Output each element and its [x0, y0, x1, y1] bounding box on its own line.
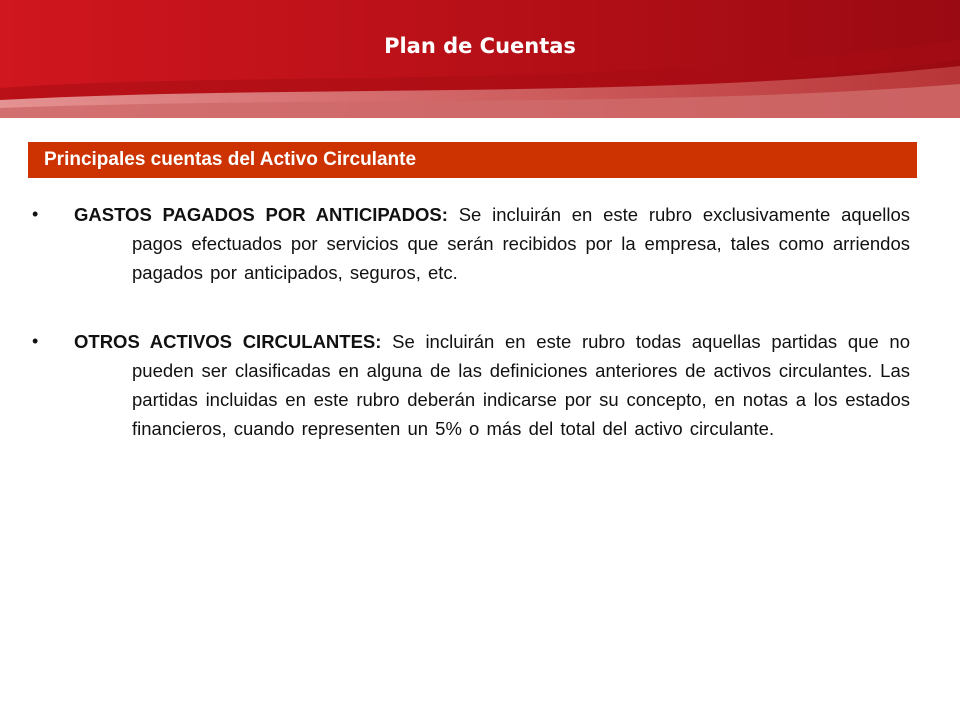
bullet-term: OTROS ACTIVOS CIRCULANTES:	[74, 331, 382, 352]
bullet-list	[30, 200, 910, 483]
header-banner	[0, 0, 960, 118]
header-background	[0, 0, 960, 118]
bullet-item-otros-activos	[30, 327, 910, 443]
bullet-text: Se incluirán en este rubro todas aquellas partidas que no pueden ser clasificadas en alguna de las definiciones anteriores de activos circulantes. Las partidas incluidas en este rubro deberán indicarse por su concepto, en notas a los estados financieros, cuando representen un 5% o más del total del activo circulante.	[132, 331, 910, 439]
bullet-icon: •	[32, 331, 39, 351]
section-title: Principales cuentas del Activo Circulante	[44, 149, 417, 170]
slide-title: Plan de Cuentas	[384, 34, 576, 58]
bullet-item-gastos-pagados	[30, 200, 910, 287]
bullet-text: Se incluirán en este rubro exclusivamente aquellos pagos efectuados por servicios que serán recibidos por la empresa, tales como arriendos pagados por anticipados, seguros, etc.	[132, 204, 911, 283]
section-header-bar	[28, 142, 917, 178]
bullet-term: GASTOS PAGADOS POR ANTICIPADOS:	[74, 204, 448, 225]
bullet-icon: •	[32, 204, 39, 224]
